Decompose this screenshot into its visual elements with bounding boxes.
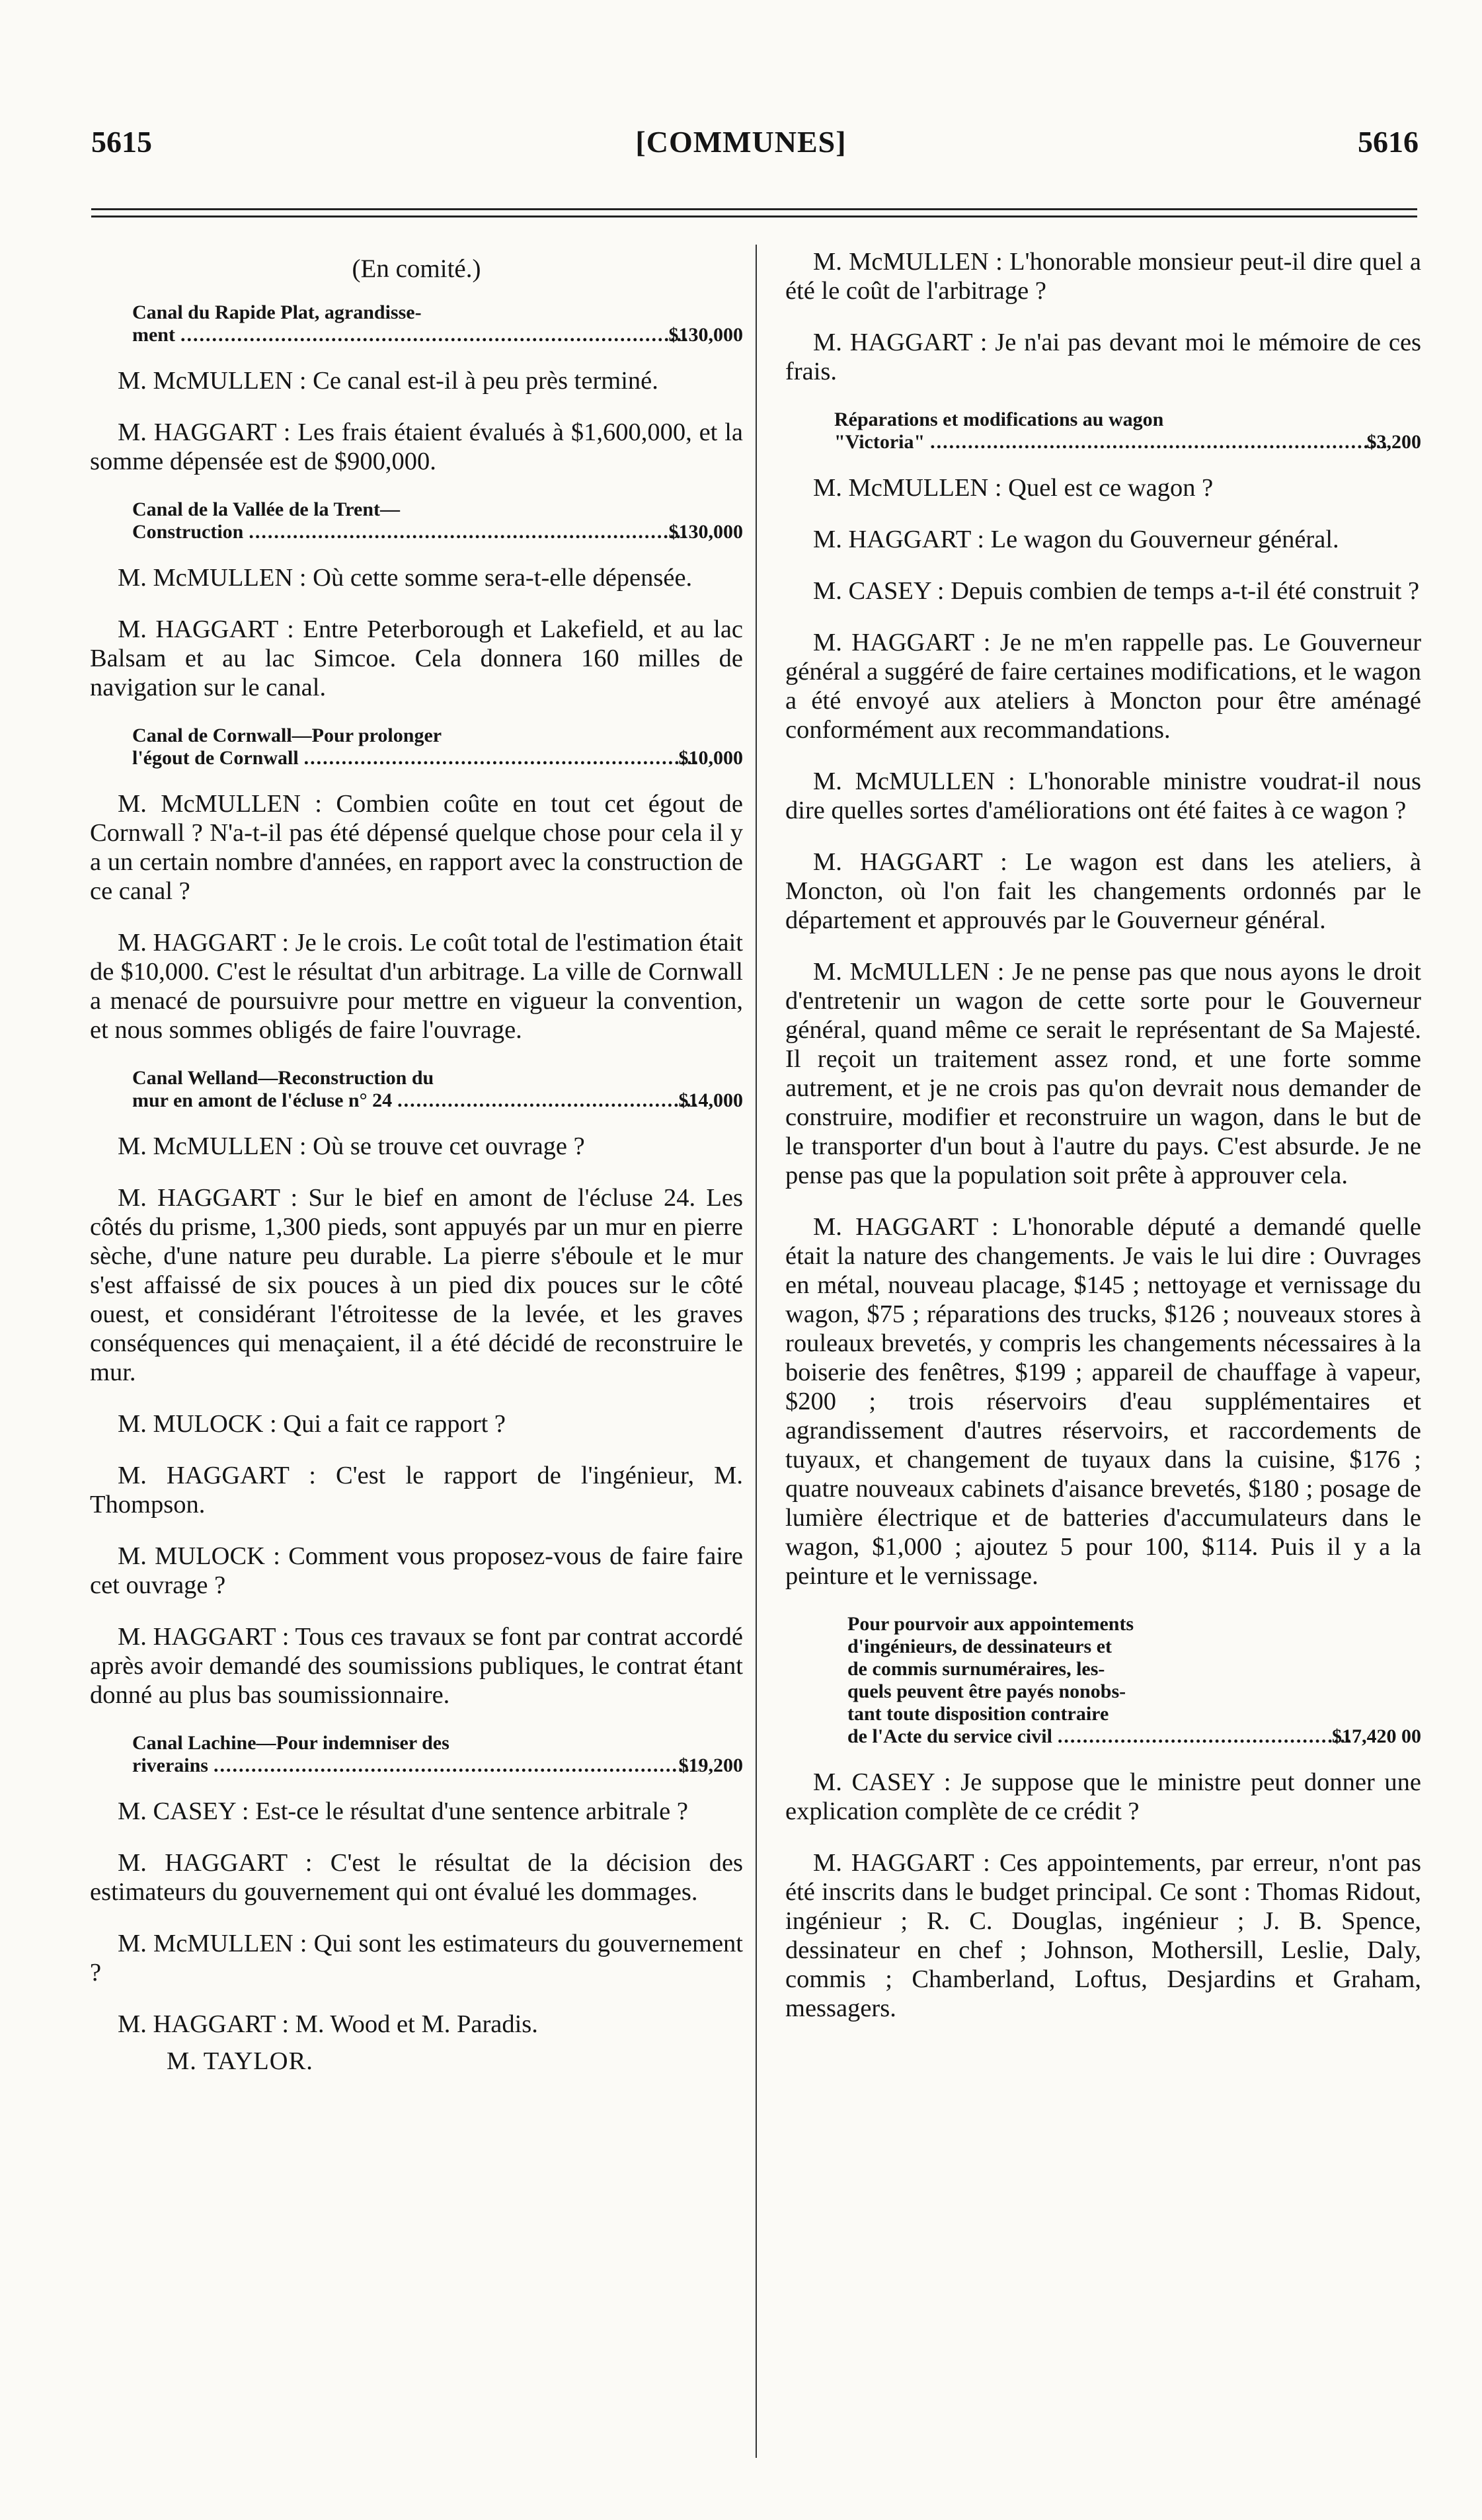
speaker-name: M. McMULLEN : [813, 474, 1002, 502]
speaker-name: M. HAGGART : [118, 615, 294, 643]
committee-label: (En comité.) [352, 255, 481, 283]
speech-paragraph [90, 1622, 743, 1710]
speech-text: Le wagon est dans les ateliers, à Moncton, où l'on fait les changements ordonnés par le département et approuvés par le Gouverneur général. [785, 848, 1421, 934]
estimate-label: Construction [132, 521, 244, 543]
speech-paragraph [785, 576, 1421, 606]
speech-paragraph [90, 615, 743, 702]
speaker-name: M. HAGGART : [813, 526, 985, 553]
left-column [90, 247, 743, 2076]
speech-paragraph [785, 247, 1421, 305]
estimate-label: "Victoria" [834, 431, 925, 453]
estimate-label: tant toute disposition contraire [847, 1703, 1109, 1725]
estimate-item [785, 409, 1421, 453]
estimate-label: riverains [132, 1754, 208, 1776]
speech-text: C'est le rapport de l'ingénieur, M. Thompson. [90, 1462, 743, 1518]
speech-paragraph [785, 1768, 1421, 1826]
speech-paragraph [785, 328, 1421, 386]
speech-text: Les frais étaient évalués à $1,600,000, et la somme dépensée est de $900,000. [90, 418, 744, 475]
estimate-amount: $130,000 [668, 521, 743, 543]
speech-text: Ces appointements, par erreur, n'ont pas été inscrits dans le budget principal. Ce sont : Thomas Ridout, ingénieur ; R. C. Douglas, ingénieur ; J. B. Spence, dessinateur en chef ; Johnson, Mothersill, Leslie, Daly, commis ; Chamberland, Loftus, Desjardins et Graham, messagers. [785, 1849, 1421, 2022]
speech-paragraph [90, 928, 743, 1044]
estimate-label: Canal du Rapide Plat, agrandisse- [132, 301, 422, 323]
estimate-amount: $3,200 [1366, 431, 1421, 453]
speech-text: Combien coûte en tout cet égout de Cornwall ? N'a-t-il pas été dépensé quelque chose pour cela il y a un certain nombre d'années, en rapport avec la construction de ce canal ? [90, 790, 743, 905]
speaker-name: M. McMULLEN : [813, 248, 1003, 276]
page-number-right: 5616 [1358, 125, 1419, 159]
speech-paragraph [90, 789, 743, 906]
estimate-label: de l'Acte du service civil [847, 1725, 1052, 1747]
header-rule-top [91, 208, 1417, 210]
speaker-name: M. HAGGART : [118, 1184, 298, 1212]
speaker-name: M. HAGGART : [118, 1849, 313, 1877]
speech-text: Qui a fait ce rapport ? [283, 1410, 506, 1438]
speaker-name: M. MULOCK : [118, 1542, 280, 1570]
page-number-left: 5615 [91, 125, 152, 159]
estimate-label: Réparations et modifications au wagon [834, 409, 1164, 430]
header-title: [COMMUNES] [635, 125, 847, 159]
speech-text: Quel est ce wagon ? [1008, 474, 1214, 502]
estimate-label: Pour pourvoir aux appointements [847, 1613, 1134, 1635]
right-column [785, 247, 1421, 2045]
estimate-label: Canal Lachine—Pour indemniser des [132, 1732, 449, 1754]
speech-text: Le wagon du Gouverneur général. [990, 526, 1339, 553]
speech-paragraph [90, 1542, 743, 1600]
speaker-name: M. MULOCK : [118, 1410, 277, 1438]
speaker-name: M. McMULLEN : [813, 958, 1005, 986]
speaker-name: M. HAGGART : [118, 1462, 316, 1489]
speaker-name: M. HAGGART : [813, 1849, 990, 1877]
estimate-label: Canal de Cornwall—Pour prolonger [132, 725, 442, 746]
speech-text: Je n'ai pas devant moi le mémoire de ces frais. [785, 329, 1422, 385]
estimate-amount: $19,200 [678, 1754, 743, 1776]
estimate-label: Canal de la Vallée de la Trent— [132, 498, 401, 520]
estimate-label: Canal Welland—Reconstruction du [132, 1067, 434, 1089]
speech-paragraph [90, 1461, 743, 1519]
speech-text: L'honorable député a demandé quelle était la nature des changements. Je vais le lui dire : Ouvrages en métal, nouveau placage, $145 ; nettoyage et vernissage du wagon, $75 ; réparations des trucks, $126 ; nouveaux stores à rouleaux brevetés, y compris les changements nécessaires à la boiserie des fenêtres, $199 ; appareil de chauffage à vapeur, $200 ; trois réservoirs d'eau supplémentaires et agrandissement d'autres réservoirs, et raccordements de tuyaux, et changement de tuyaux dans la cuisine, $176 ; quatre nouveaux cabinets d'aisance brevetés, $180 ; posage de lumière électrique et de batteries d'accumulateurs dans le wagon, $1,000 ; ajoutez 5 pour 100, $114. Puis il y a la peinture et le vernissage. [785, 1213, 1422, 1590]
estimate-amount: $10,000 [678, 747, 743, 769]
speech-text: L'honorable monsieur peut-il dire quel a été le coût de l'arbitrage ? [785, 248, 1421, 305]
speaker-name: M. HAGGART : [118, 929, 290, 957]
speech-paragraph [785, 525, 1421, 554]
estimate-label: ment [132, 324, 175, 346]
speaker-name: M. HAGGART : [813, 848, 1007, 876]
speaker-name: M. HAGGART : [118, 2010, 290, 2038]
estimate-item [90, 725, 743, 769]
speech-paragraph [785, 957, 1421, 1190]
speaker-signature: M. TAYLOR. [167, 2047, 313, 2075]
speaker-name: M. HAGGART : [118, 1623, 290, 1651]
speech-paragraph [90, 418, 743, 476]
column-divider [756, 245, 757, 2458]
estimate-amount: $17,420 00 [1332, 1725, 1421, 1747]
speech-text: Où se trouve cet ouvrage ? [313, 1132, 585, 1160]
speech-paragraph [90, 563, 743, 592]
speech-text: L'honorable ministre voudrat-il nous dire quelles sortes d'améliorations ont été faites à ce wagon ? [785, 768, 1421, 824]
estimate-item [90, 498, 743, 543]
speech-paragraph [785, 1212, 1421, 1591]
speaker-name: M. McMULLEN : [118, 1930, 307, 1957]
page-header [0, 124, 1482, 171]
speech-text: Comment vous proposez-vous de faire faire cet ouvrage ? [90, 1542, 743, 1599]
speech-paragraph [785, 628, 1421, 744]
speaker-name: M. HAGGART : [813, 629, 991, 656]
speech-text: Depuis combien de temps a-t-il été construit ? [951, 577, 1420, 605]
estimate-label: mur en amont de l'écluse n° 24 [132, 1089, 393, 1111]
speaker-name: M. CASEY : [118, 1797, 249, 1825]
speech-text: Je le crois. Le coût total de l'estimation était de $10,000. C'est le résultat d'un arbitrage. La ville de Cornwall a menacé de poursuivre pour mettre en vigueur la convention, et nous sommes obligés de faire l'ouvrage. [90, 929, 744, 1044]
speaker-name: M. CASEY : [813, 1768, 951, 1796]
speech-text: Qui sont les estimateurs du gouvernement ? [90, 1930, 743, 1987]
speaker-name: M. HAGGART : [813, 1213, 999, 1241]
speech-paragraph [90, 1929, 743, 1987]
speech-paragraph [90, 1183, 743, 1387]
speech-paragraph [785, 1848, 1421, 2023]
estimate-label: l'égout de Cornwall [132, 747, 299, 769]
speech-text: C'est le résultat de la décision des estimateurs du gouvernement qui ont évalué les dommages. [90, 1849, 744, 1906]
speaker-name: M. McMULLEN : [118, 564, 307, 592]
speech-text: Sur le bief en amont de l'écluse 24. Les côtés du prisme, 1,300 pieds, sont appuyés par un mur en pierre sèche, d'une nature peu durable. La pierre s'éboule et le mur s'est affaissé de six pouces à un pied dix pouces sur le côté ouest, et considérant l'étroitesse de la levée, et les graves conséquences qui menaçaient, il a été décidé de reconstruire le mur. [90, 1184, 744, 1386]
estimate-label: d'ingénieurs, de dessinateurs et [847, 1635, 1112, 1657]
estimate-item [785, 1613, 1421, 1748]
header-rule-bottom [91, 216, 1417, 217]
speech-text: Je ne m'en rappelle pas. Le Gouverneur général a suggéré de faire certaines modifications, et le wagon a été envoyé aux ateliers à Moncton pour être aménagé conformément aux recommandations. [785, 629, 1422, 744]
estimate-label: quels peuvent être payés nonobs- [847, 1680, 1126, 1702]
speech-text: Je suppose que le ministre peut donner une explication complète de ce crédit ? [785, 1768, 1422, 1825]
speech-text: Ce canal est-il à peu près terminé. [313, 367, 658, 395]
speech-paragraph [785, 767, 1421, 825]
speaker-name: M. McMULLEN : [813, 768, 1015, 795]
speech-text: Où cette somme sera-t-elle dépensée. [313, 564, 693, 592]
speech-text: Tous ces travaux se font par contrat accordé après avoir demandé des soumissions publiques, le contrat étant donné au plus bas soumissionnaire. [90, 1623, 743, 1709]
speech-paragraph [90, 1797, 743, 1826]
estimate-label: de commis surnuméraires, les- [847, 1658, 1105, 1680]
speech-paragraph [785, 473, 1421, 502]
speaker-name: M. CASEY : [813, 577, 945, 605]
speaker-name: M. HAGGART : [813, 329, 988, 356]
speech-paragraph [90, 1132, 743, 1161]
estimate-item [90, 301, 743, 346]
speech-paragraph [90, 1409, 743, 1438]
speech-text: Est-ce le résultat d'une sentence arbitrale ? [255, 1797, 688, 1825]
estimate-amount: $130,000 [668, 324, 743, 346]
estimate-amount: $14,000 [678, 1089, 743, 1111]
speaker-name: M. HAGGART : [118, 418, 291, 446]
speech-text: Entre Peterborough et Lakefield, et au lac Balsam et au lac Simcoe. Cela donnera 160 milles de navigation sur le canal. [90, 615, 744, 701]
speech-text: M. Wood et M. Paradis. [295, 2010, 538, 2038]
speech-text: Je ne pense pas que nous ayons le droit d'entretenir un wagon de cette sorte pour le Gouverneur général, quand même ce serait le représentant de Sa Majesté. Il reçoit un traitement assez rond, et une forte somme autrement, et je ne crois pas qu'on devrait nous demander de construire, modifier et reconstruire un wagon, dans le but de le transporter d'un bout à l'autre du pays. C'est absurde. Je ne pense pas que la population soit prête à approuver cela. [785, 958, 1421, 1189]
speech-paragraph [90, 366, 743, 395]
speech-paragraph [90, 2010, 743, 2039]
speaker-name: M. McMULLEN : [118, 367, 307, 395]
speaker-name: M. McMULLEN : [118, 1132, 307, 1160]
speech-paragraph [90, 1848, 743, 1907]
speaker-name: M. McMULLEN : [118, 790, 322, 818]
estimate-item [90, 1732, 743, 1777]
estimate-item [90, 1067, 743, 1112]
speech-paragraph [785, 847, 1421, 935]
